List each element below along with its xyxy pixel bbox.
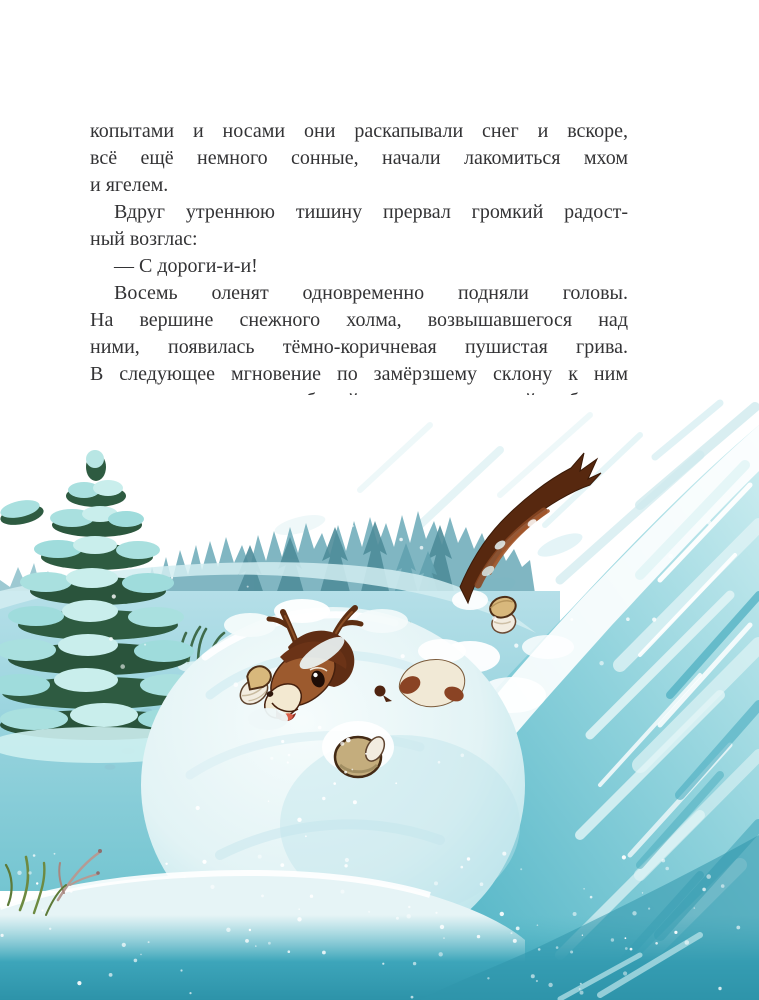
story-text (90, 118, 628, 442)
text-line: ный возглас: (90, 228, 198, 250)
text-line: Восемь оленят одновременно подняли головы. (114, 282, 628, 304)
text-line: всё ещё немного сонные, начали лакомиться мхом (90, 147, 628, 169)
text-line: На вершине снежного холма, возвышавшегося над (90, 309, 628, 331)
text-line: В следующее мгновение по замёрзшему склону к ним (90, 363, 628, 385)
text-line: — С дороги-и-и! (114, 255, 258, 277)
text-line: ними, появилась тёмно-коричневая пушистая грива. (90, 336, 628, 358)
text-line: Вдруг утреннюю тишину прервал громкий радост- (114, 201, 628, 223)
illustration (0, 395, 759, 1000)
text-line: копытами и носами они раскапывали снег и вскоре, (90, 120, 628, 142)
text-line: и ягелем. (90, 174, 169, 196)
